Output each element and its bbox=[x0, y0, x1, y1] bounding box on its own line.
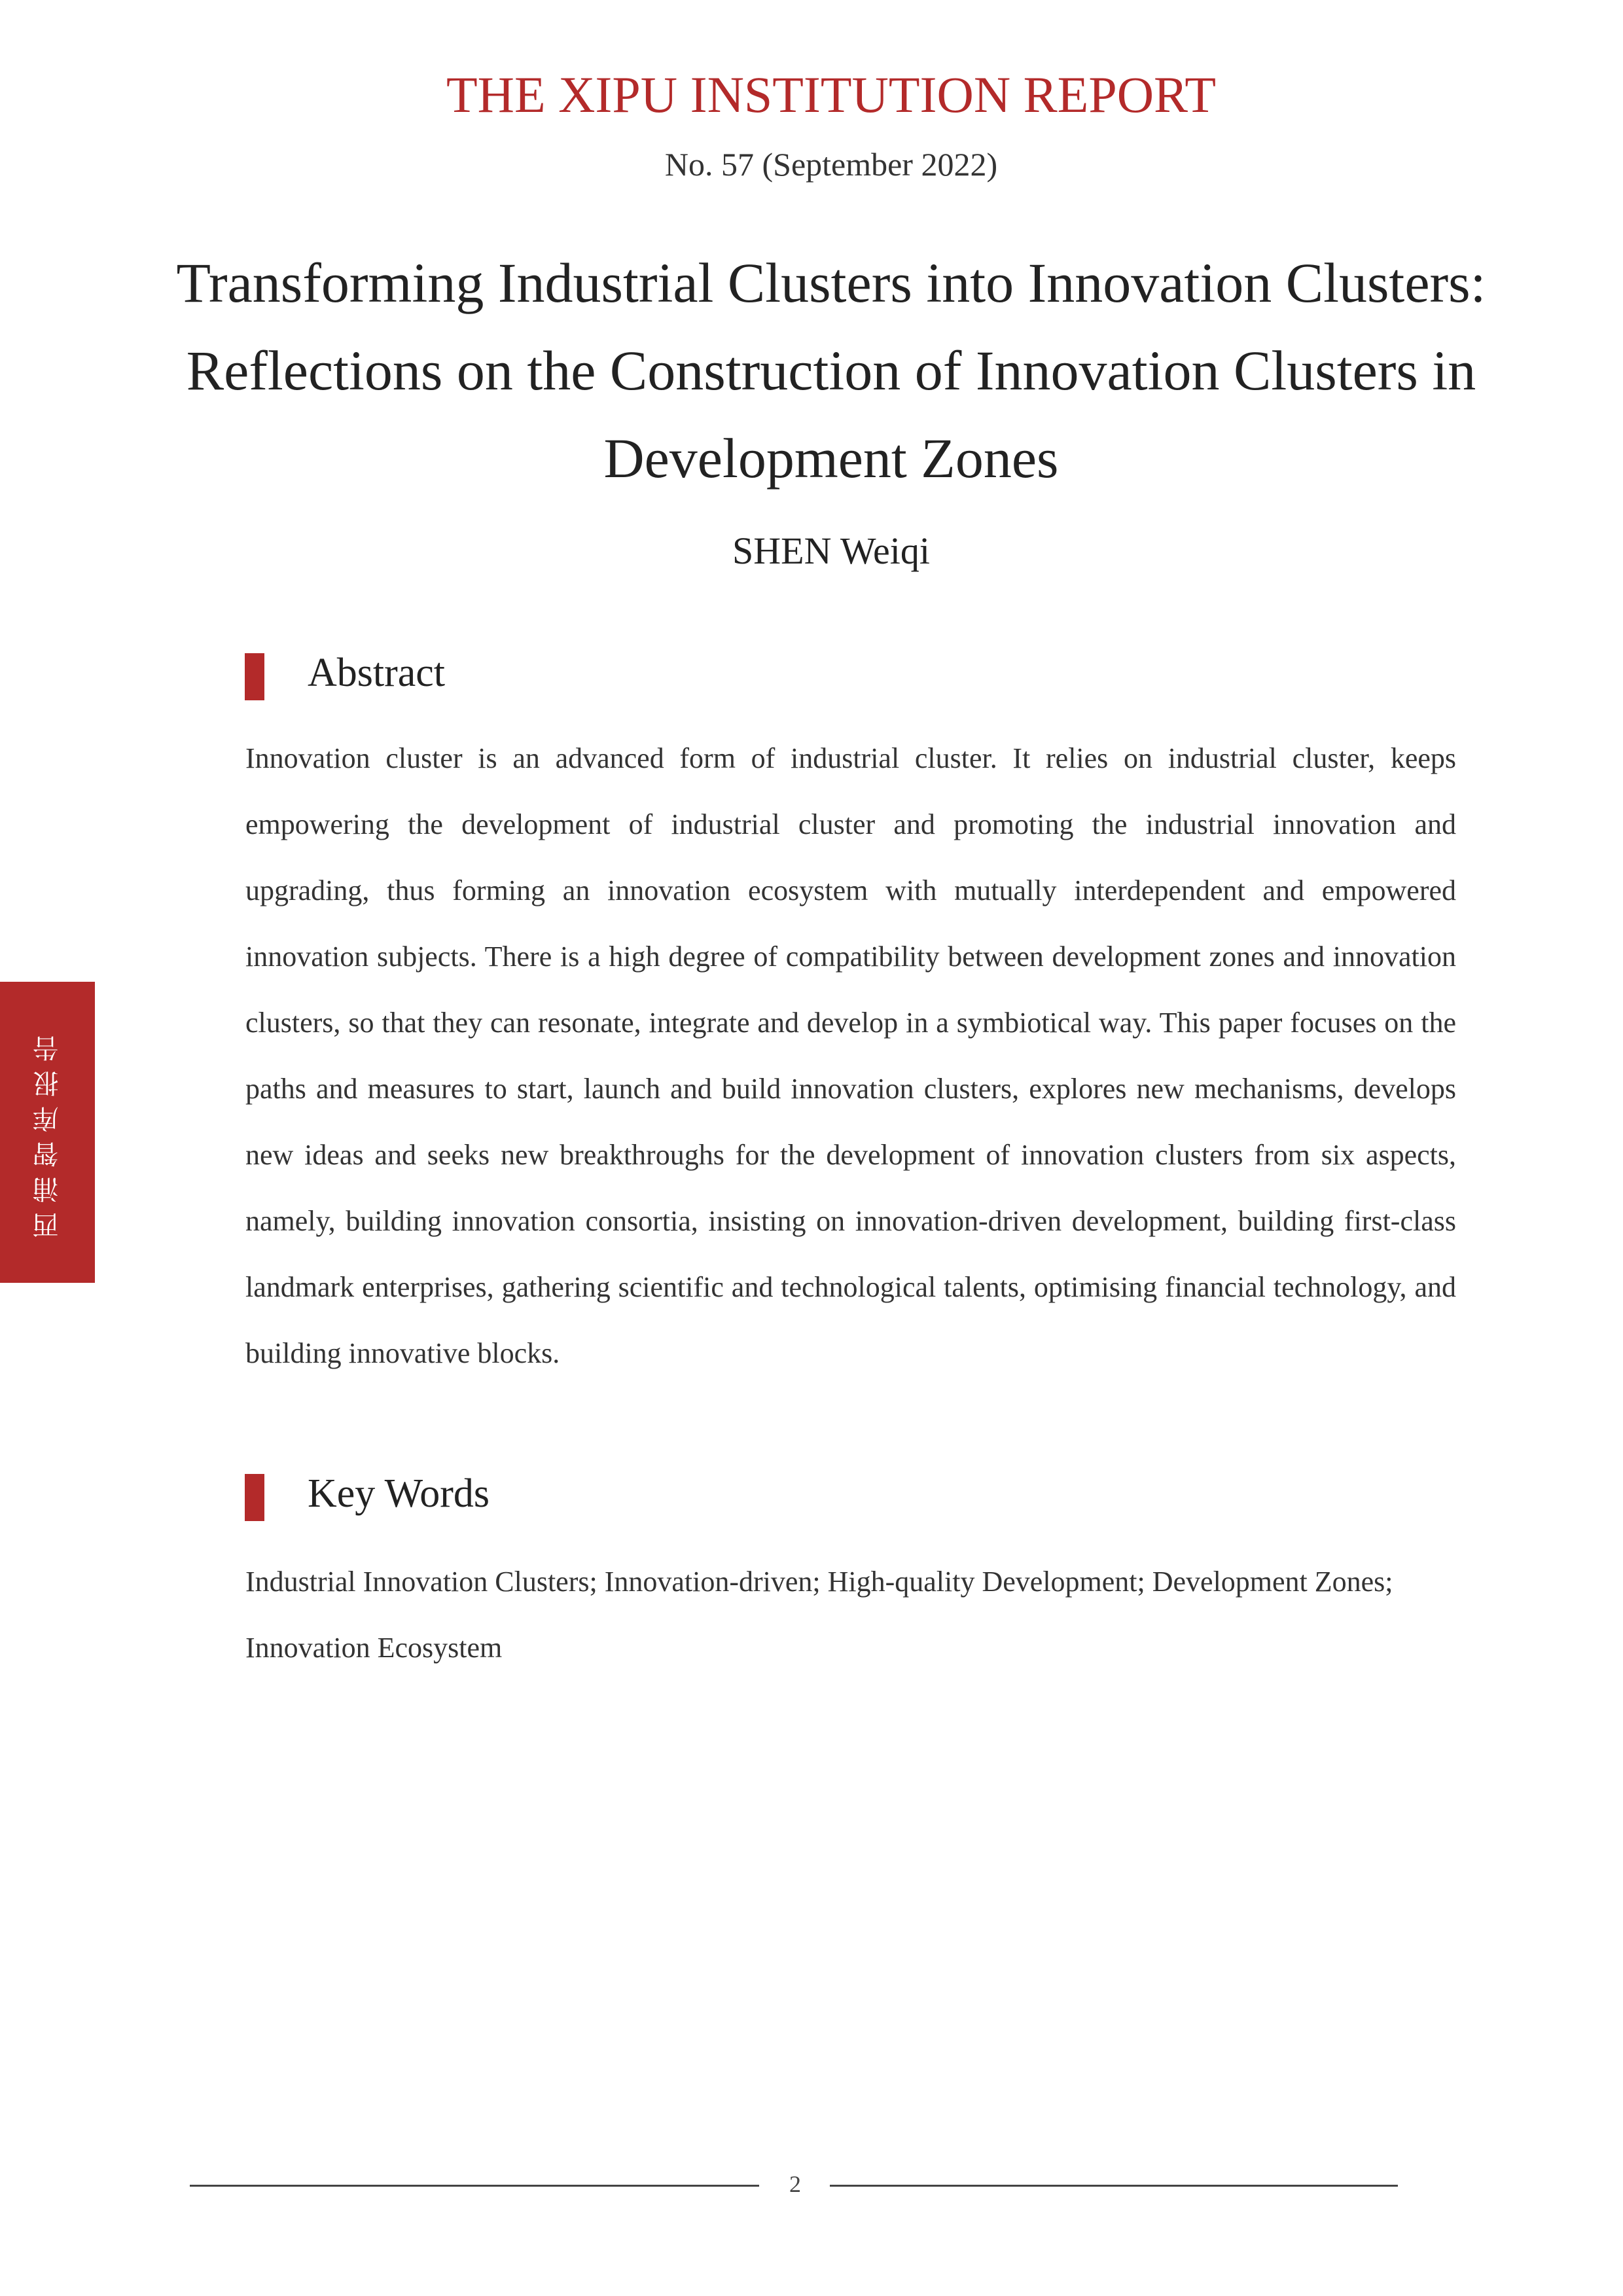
keywords-heading: Key Words bbox=[308, 1471, 490, 1516]
keywords-text: Industrial Innovation Clusters; Innovation-driven; High-quality Development; Development Zones; Innovation Ecosystem bbox=[245, 1566, 1393, 1664]
footer-rule-left bbox=[190, 2185, 759, 2187]
abstract-text: Innovation cluster is an advanced form of industrial cluster. It relies on industrial cluster, keeps empowering the development of industrial cluster and promoting the industrial innovation and upgrading, thus forming an innovation ecosystem with mutually interdependent and empowered innovation subjects. There is a high degree of compatibility between development zones and innovation clusters, so that they can resonate, integrate and develop in a symbiotical way. This paper focuses on the paths and measures to start, launch and build innovation clusters, explores new mechanisms, develops new ideas and seeks new breakthroughs for the development of innovation clusters from six aspects, namely, building innovation consortia, insisting on innovation-driven development, building first-class landmark enterprises, gathering scientific and technological talents, optimising financial technology, and building innovative blocks. bbox=[245, 742, 1456, 1369]
side-tab-label: 西浦智库报告 bbox=[33, 1026, 63, 1238]
issue-number: No. 57 (September 2022) bbox=[664, 146, 998, 183]
paper-title: Transforming Industrial Clusters into Innovation Clusters: Reflections on the Construction of Innovation Clusters in Development Zones bbox=[176, 251, 1486, 490]
abstract-heading: Abstract bbox=[308, 651, 446, 695]
abstract-section-marker bbox=[245, 653, 264, 700]
footer-rule-right bbox=[830, 2185, 1398, 2187]
page-number: 2 bbox=[789, 2171, 801, 2197]
author-name: SHEN Weiqi bbox=[732, 529, 930, 572]
keywords-section-marker bbox=[245, 1474, 264, 1521]
report-series-title: THE XIPU INSTITUTION REPORT bbox=[446, 66, 1217, 123]
side-tab bbox=[0, 982, 95, 1283]
